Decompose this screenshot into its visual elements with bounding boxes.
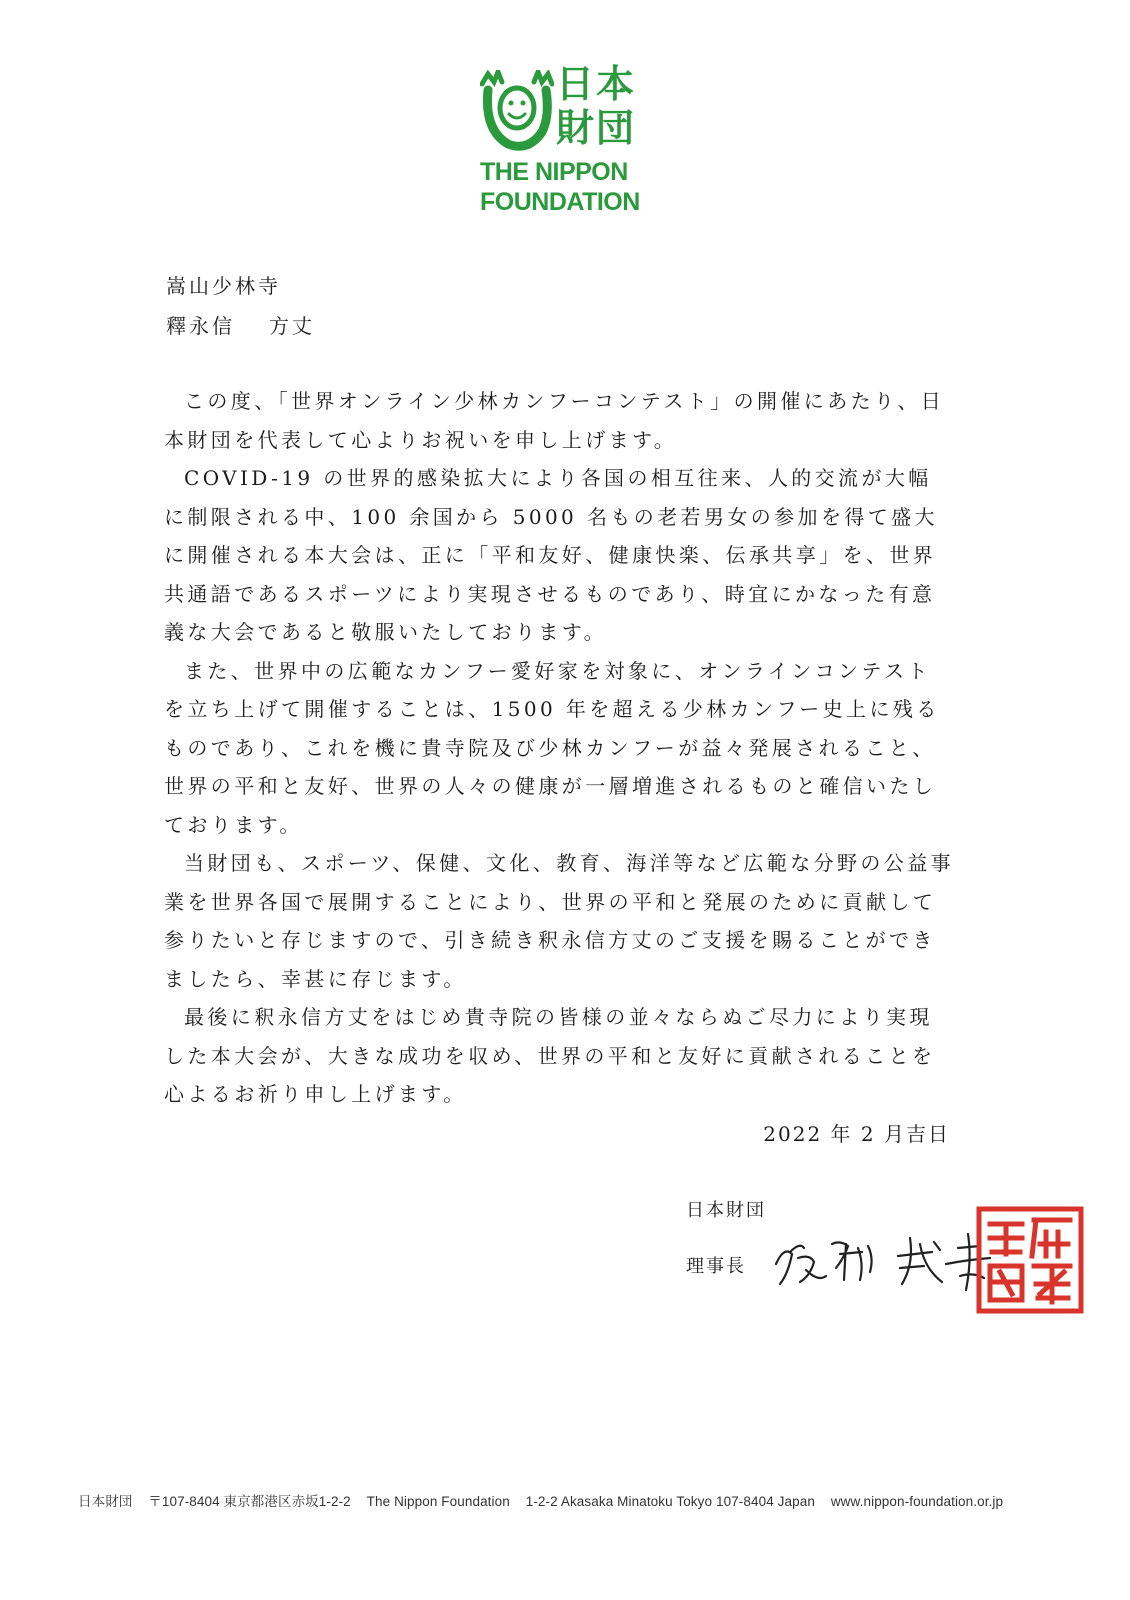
footer-org-en: The Nippon Foundation xyxy=(366,1494,510,1509)
body-paragraph-3: また、世界中の広範なカンフー愛好家を対象に、オンラインコンテストを立ち上げて開催することは、1500 年を超える少林カンフー史上に残るものであり、これを機に貴寺院及び少林カンフーが益々発展されること、世界の平和と友好、世界の人々の健康が一層増進されるものと確信いたしております。 xyxy=(164,658,940,837)
letter-date: 2022 年 2 月吉日 xyxy=(763,1122,950,1146)
body-paragraph-1: この度、「世界オンライン少林カンフーコンテスト」の開催にあたり、日本財団を代表して心よりお祝いを申し上げます。 xyxy=(164,389,945,452)
seal-stamp-icon xyxy=(976,1206,1084,1314)
logo-kanji xyxy=(556,62,656,150)
addressee-temple: 嵩山少林寺 xyxy=(166,274,281,298)
footer-website[interactable]: www.nippon-foundation.or.jp xyxy=(830,1494,1004,1509)
addressee-person xyxy=(166,310,315,339)
addressee-title: 方丈 xyxy=(269,314,315,338)
nippon-foundation-logo xyxy=(480,62,660,222)
letterhead-footer xyxy=(78,1490,1058,1510)
footer-address-jp: 〒107-8404 東京都港区赤坂1-2-2 xyxy=(148,1494,351,1509)
signatory-title: 理事長 xyxy=(686,1256,746,1277)
logo-english-line1: THE NIPPON xyxy=(480,158,628,186)
body-paragraph-5: 最後に釈永信方丈をはじめ貴寺院の皆様の並々ならぬご尽力により実現した本大会が、大きな成功を収め、世界の平和と友好に貢献されることを心よるお祈り申し上げます。 xyxy=(164,1005,936,1106)
smiling-face-logo-icon xyxy=(480,70,554,154)
body-paragraph-2: COVID-19 の世界的感染拡大により各国の相互往来、人的交流が大幅に制限される中、100 余国から 5000 名もの老若男女の参加を得て盛大に開催される本大会は、正に「平和友好、健康快楽、伝承共享」を、世界共通語であるスポーツにより実現させるものであり、時宜にかなった有意義な大会であると敬服いたしております。 xyxy=(164,466,938,644)
letter-body xyxy=(164,382,954,1114)
addressee-name: 釋永信 xyxy=(166,314,235,338)
logo-english-line2: FOUNDATION xyxy=(480,188,640,216)
handwritten-signature xyxy=(770,1224,1000,1294)
footer-address-en: 1-2-2 Akasaka Minatoku Tokyo 107-8404 Japan xyxy=(525,1494,815,1509)
official-seal xyxy=(976,1206,1084,1314)
logo-kanji-line2: 財団 xyxy=(556,106,637,150)
signature-icon xyxy=(770,1224,1000,1294)
logo-kanji-line1: 日本 xyxy=(556,62,637,106)
signatory-organization: 日本財団 xyxy=(686,1200,766,1221)
body-paragraph-4: 当財団も、スポーツ、保健、文化、教育、海洋等など広範な分野の公益事業を世界各国で展開することにより、世界の平和と発展のために貢献して参りたいと存じますので、引き続き釈永信方丈のご支援を賜ることができましたら、幸甚に存じます。 xyxy=(164,851,954,991)
footer-org-jp: 日本財団 xyxy=(78,1494,133,1509)
